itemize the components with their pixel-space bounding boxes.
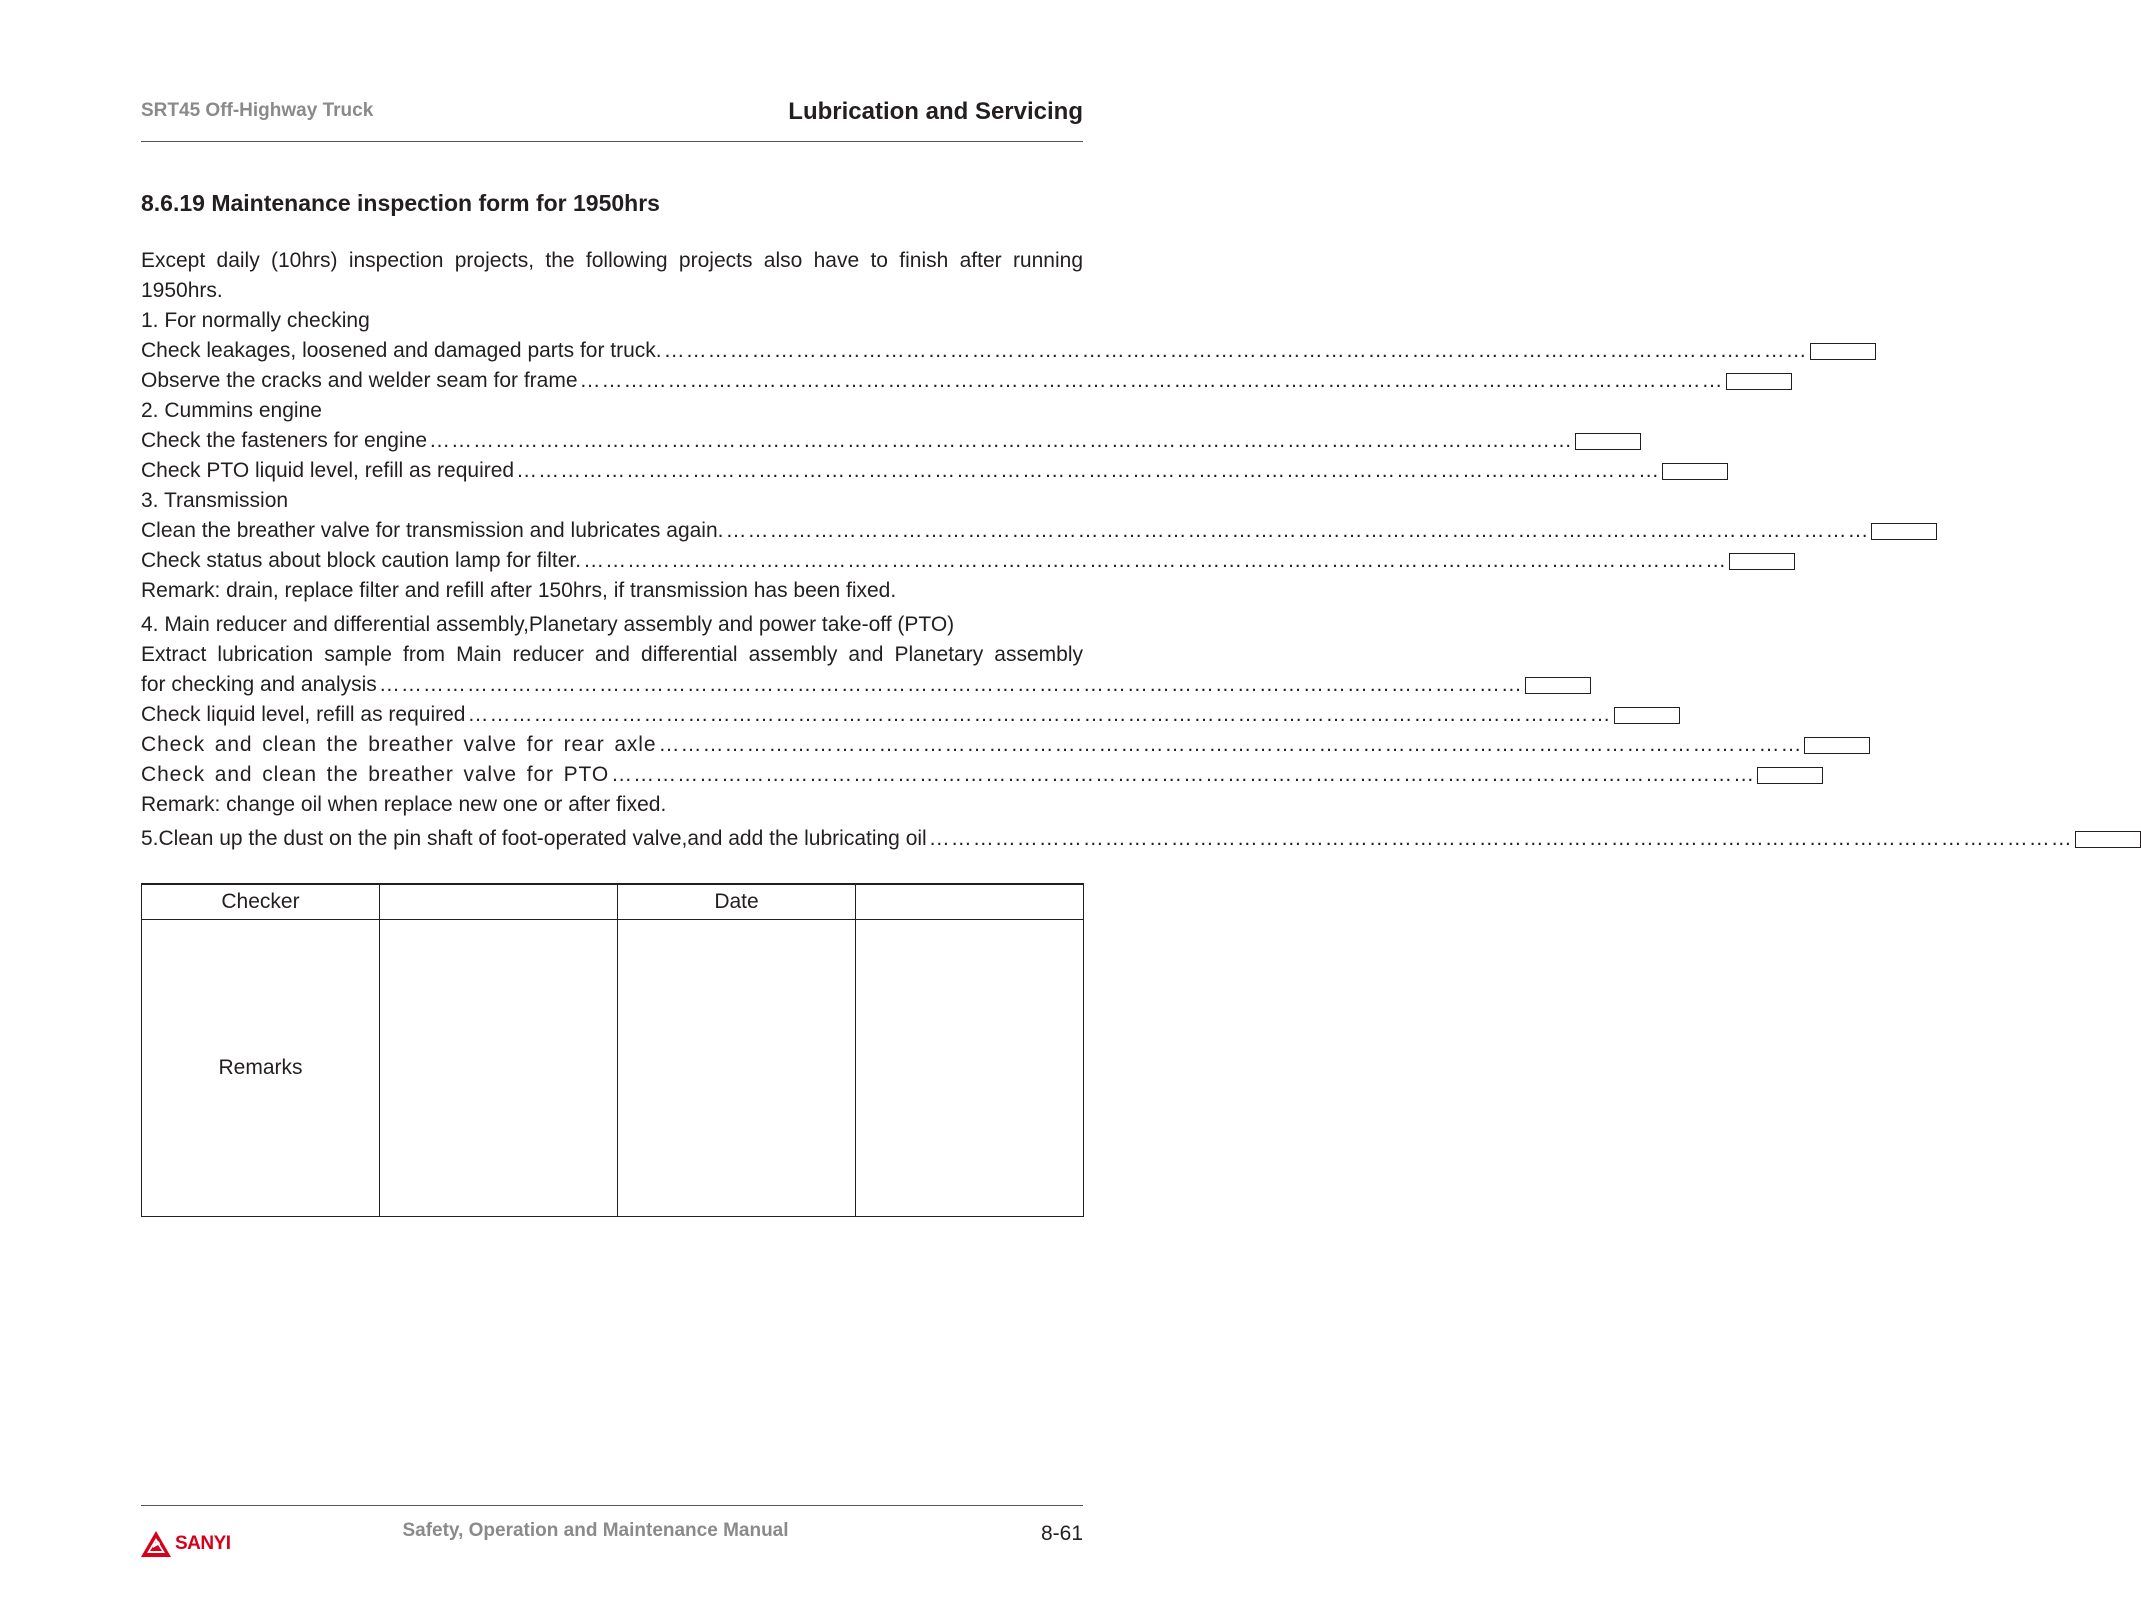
signoff-header-row xyxy=(142,884,1084,920)
inspection-content xyxy=(141,246,2073,854)
dot-leader: ………………………………………………………………………………………………………………………………………… xyxy=(928,827,2073,850)
dot-leader: ………………………………………………………………………………………………………………………………………… xyxy=(611,763,1756,786)
section-heading-engine: 2. Cummins engine xyxy=(141,399,322,422)
dot-leader: ………………………………………………………………………………………………………………………………………… xyxy=(378,673,1523,696)
date-field[interactable] xyxy=(856,884,1084,920)
remarks-field[interactable] xyxy=(380,920,618,1217)
check-item xyxy=(141,336,1808,366)
remarks-field[interactable] xyxy=(618,920,856,1217)
check-box[interactable] xyxy=(1804,737,1870,754)
check-item xyxy=(141,700,1612,730)
header-doc-title: SRT45 Off-Highway Truck xyxy=(141,100,374,121)
dot-leader: ………………………………………………………………………………………………………………………………………… xyxy=(467,703,1612,726)
check-item-label: Check and clean the breather valve for rear axle xyxy=(141,733,657,756)
dot-leader: ………………………………………………………………………………………………………………………………………… xyxy=(429,429,1574,452)
check-box[interactable] xyxy=(1726,373,1792,390)
section-heading-normal-check: 1. For normally checking xyxy=(141,309,370,332)
footer-manual-title: Safety, Operation and Maintenance Manual xyxy=(402,1520,789,1541)
dot-leader: ………………………………………………………………………………………………………………………………………… xyxy=(579,369,1724,392)
sanyi-logo xyxy=(140,1530,231,1558)
dot-leader: ………………………………………………………………………………………………………………………………………… xyxy=(583,549,1728,572)
check-item-label: Check the fasteners for engine xyxy=(141,429,428,452)
check-item-label: Check PTO liquid level, refill as required xyxy=(141,459,515,482)
check-box[interactable] xyxy=(1810,343,1876,360)
check-item xyxy=(141,366,1724,396)
check-item-label: Check liquid level, refill as required xyxy=(141,703,466,726)
check-item xyxy=(141,456,1661,486)
check-item xyxy=(141,730,1803,760)
transmission-remark: Remark: drain, replace filter and refill after 150hrs, if transmission has been fixed. xyxy=(141,579,897,602)
checker-label: Checker xyxy=(142,884,380,920)
axle-remark: Remark: change oil when replace new one or after fixed. xyxy=(141,793,667,816)
date-label: Date xyxy=(618,884,856,920)
check-item-label: Check leakages, loosened and damaged parts for truck. xyxy=(141,339,662,362)
remarks-field[interactable] xyxy=(856,920,1084,1217)
check-box[interactable] xyxy=(2075,831,2141,848)
check-item-label: Clean the breather valve for transmission and lubricates again. xyxy=(141,519,724,542)
check-item-label: 5.Clean up the dust on the pin shaft of foot-operated valve,and add the lubricating oil xyxy=(141,827,927,850)
check-item xyxy=(141,760,1756,790)
check-item-label: Check and clean the breather valve for PTO xyxy=(141,763,610,786)
page-number: 8-61 xyxy=(1040,1522,1083,1545)
check-box[interactable] xyxy=(1757,767,1823,784)
remarks-row xyxy=(142,920,1084,1217)
check-item xyxy=(141,546,1728,576)
dot-leader: ………………………………………………………………………………………………………………………………………… xyxy=(658,733,1803,756)
check-box[interactable] xyxy=(1614,707,1680,724)
intro-paragraph: Except daily (10hrs) inspection projects, the following projects also have to finish after running 1950hrs. xyxy=(141,249,1083,302)
check-box[interactable] xyxy=(1871,523,1937,540)
check-item xyxy=(141,824,2073,854)
section-heading-transmission: 3. Transmission xyxy=(141,489,289,512)
footer-divider xyxy=(141,1505,1083,1506)
check-item xyxy=(141,516,1870,546)
check-item xyxy=(141,670,1523,700)
section-heading-axle-pto: 4. Main reducer and differential assembly,Planetary assembly and power take-off (PTO) xyxy=(141,613,955,636)
check-box[interactable] xyxy=(1729,553,1795,570)
header-chapter-title: Lubrication and Servicing xyxy=(788,98,1083,125)
dot-leader: ………………………………………………………………………………………………………………………………………… xyxy=(516,459,1661,482)
remarks-label: Remarks xyxy=(142,920,380,1217)
check-item-label: for checking and analysis xyxy=(141,673,377,696)
signoff-table xyxy=(141,883,1084,1217)
check-item-label-line1: Extract lubrication sample from Main reducer and differential assembly and Planetary assembly xyxy=(141,643,1083,666)
check-item-label: Check status about block caution lamp for filter. xyxy=(141,549,582,572)
check-box[interactable] xyxy=(1525,677,1591,694)
check-item-label: Observe the cracks and welder seam for frame xyxy=(141,369,578,392)
dot-leader: ………………………………………………………………………………………………………………………………………… xyxy=(725,519,1870,542)
checker-field[interactable] xyxy=(380,884,618,920)
header-divider xyxy=(141,141,1083,142)
section-title: 8.6.19 Maintenance inspection form for 1950hrs xyxy=(141,190,660,216)
check-item xyxy=(141,426,1574,456)
brand-name: SANYI xyxy=(175,1533,231,1554)
check-box[interactable] xyxy=(1575,433,1641,450)
dot-leader: ………………………………………………………………………………………………………………………………………… xyxy=(663,339,1808,362)
check-box[interactable] xyxy=(1662,463,1728,480)
sanyi-logo-icon xyxy=(140,1530,172,1558)
